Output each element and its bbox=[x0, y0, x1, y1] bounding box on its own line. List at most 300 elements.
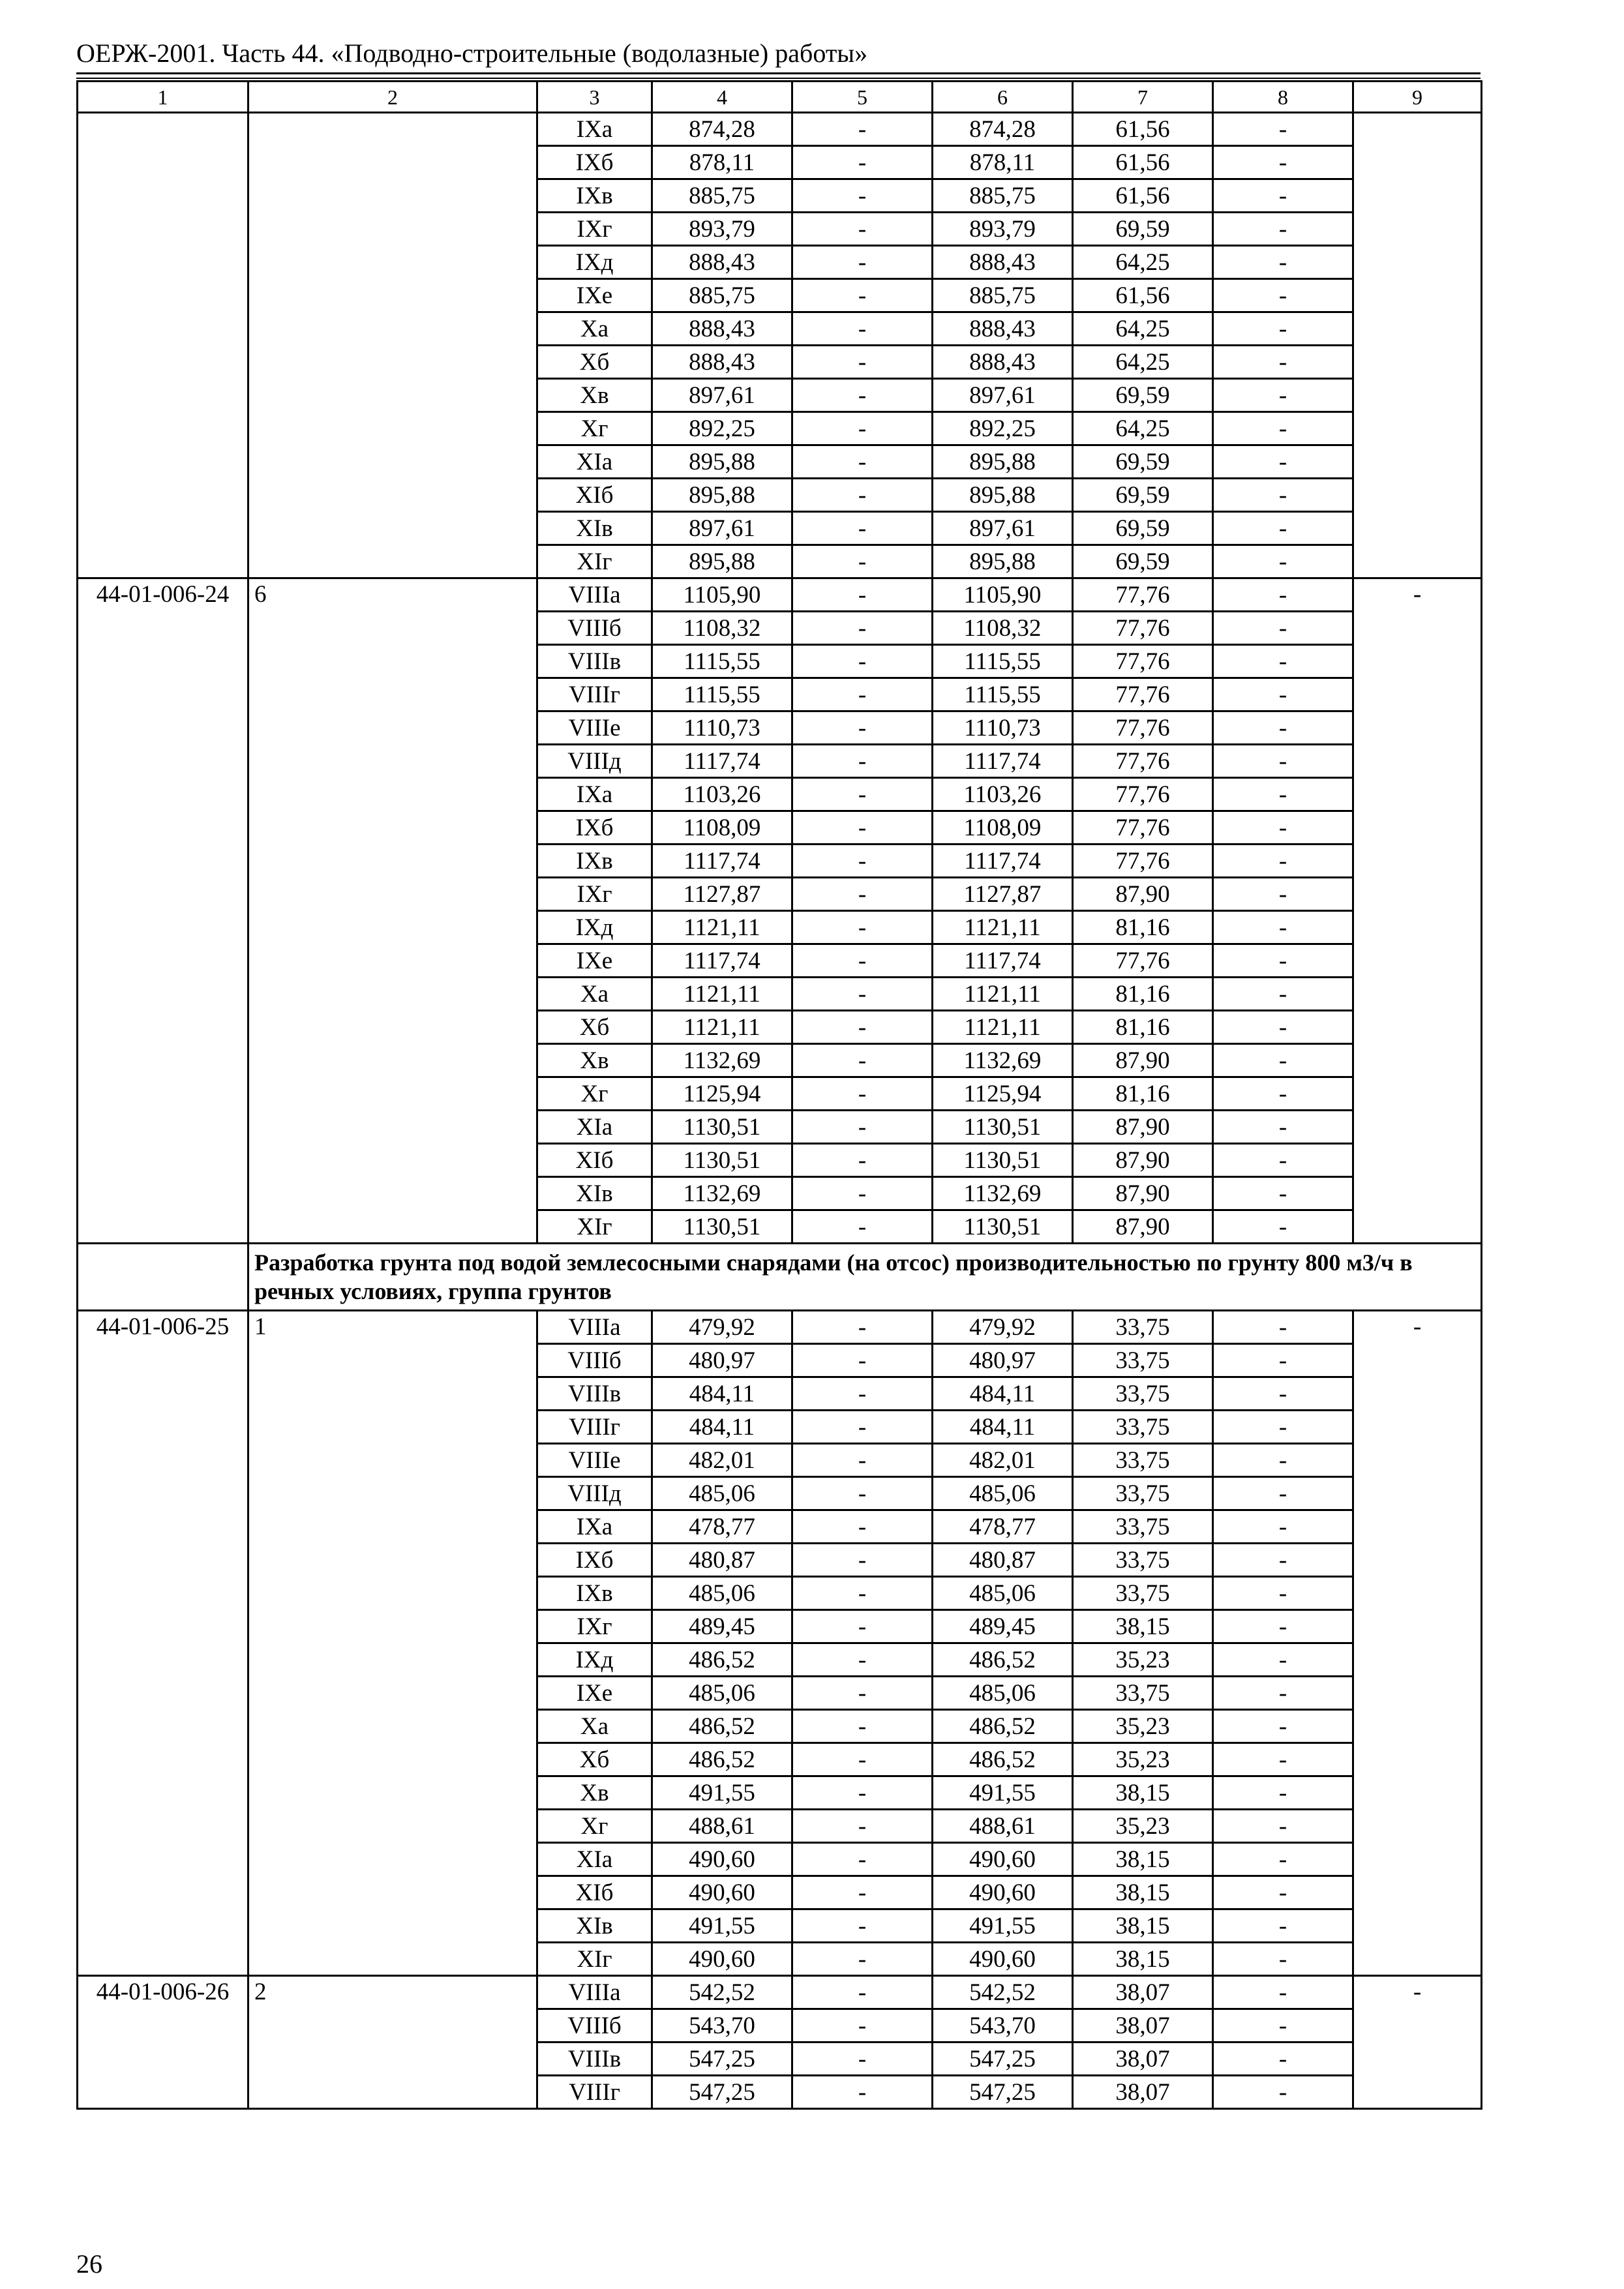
value-cell: - bbox=[792, 1344, 933, 1377]
value-cell: - bbox=[792, 811, 933, 845]
category-cell: Xа bbox=[537, 312, 652, 346]
rates-table bbox=[76, 80, 1482, 2110]
column-number: 4 bbox=[652, 82, 792, 113]
value-cell: 1130,51 bbox=[652, 1210, 792, 1244]
value-cell: 490,60 bbox=[652, 1943, 792, 1976]
value-cell: 895,88 bbox=[652, 445, 792, 479]
value-cell: 1117,74 bbox=[652, 944, 792, 978]
column-number: 7 bbox=[1073, 82, 1213, 113]
value-cell: - bbox=[1213, 1610, 1353, 1643]
column-9-cell: - bbox=[1353, 1976, 1482, 2109]
value-cell: - bbox=[792, 412, 933, 445]
value-cell: - bbox=[1213, 878, 1353, 911]
value-cell: - bbox=[1213, 978, 1353, 1011]
value-cell: - bbox=[792, 944, 933, 978]
value-cell: 77,76 bbox=[1073, 745, 1213, 778]
soil-group: 1 bbox=[248, 1311, 537, 1976]
value-cell: - bbox=[792, 379, 933, 412]
value-cell: 81,16 bbox=[1073, 1077, 1213, 1111]
value-cell: 484,11 bbox=[933, 1377, 1073, 1411]
category-cell: Xб bbox=[537, 1011, 652, 1044]
value-cell: 885,75 bbox=[933, 179, 1073, 213]
rate-code: 44-01-006-26 bbox=[78, 1976, 248, 2109]
column-9-cell: - bbox=[1353, 578, 1482, 1244]
value-cell: 888,43 bbox=[933, 312, 1073, 346]
category-cell: IXв bbox=[537, 1577, 652, 1610]
value-cell: 888,43 bbox=[652, 346, 792, 379]
value-cell: 69,59 bbox=[1073, 479, 1213, 512]
value-cell: - bbox=[792, 978, 933, 1011]
value-cell: - bbox=[792, 1444, 933, 1477]
category-cell: VIIIд bbox=[537, 1477, 652, 1510]
category-cell: Xб bbox=[537, 346, 652, 379]
value-cell: - bbox=[792, 179, 933, 213]
value-cell: - bbox=[1213, 1411, 1353, 1444]
value-cell: - bbox=[1213, 2009, 1353, 2042]
category-cell: VIIIе bbox=[537, 1444, 652, 1477]
category-cell: VIIIе bbox=[537, 711, 652, 745]
value-cell: 885,75 bbox=[933, 279, 1073, 312]
value-cell: - bbox=[792, 778, 933, 811]
category-cell: IXе bbox=[537, 944, 652, 978]
value-cell: 33,75 bbox=[1073, 1411, 1213, 1444]
value-cell: 893,79 bbox=[933, 213, 1073, 246]
value-cell: 489,45 bbox=[933, 1610, 1073, 1643]
value-cell: - bbox=[792, 346, 933, 379]
value-cell: - bbox=[792, 1610, 933, 1643]
value-cell: 888,43 bbox=[652, 246, 792, 279]
value-cell: 1121,11 bbox=[652, 911, 792, 944]
value-cell: 489,45 bbox=[652, 1610, 792, 1643]
value-cell: 491,55 bbox=[652, 1909, 792, 1943]
category-cell: IXе bbox=[537, 279, 652, 312]
value-cell: 1130,51 bbox=[652, 1111, 792, 1144]
value-cell: 33,75 bbox=[1073, 1344, 1213, 1377]
value-cell: 77,76 bbox=[1073, 612, 1213, 645]
value-cell: 33,75 bbox=[1073, 1544, 1213, 1577]
page-number: 26 bbox=[76, 2249, 102, 2279]
value-cell: - bbox=[792, 1743, 933, 1776]
value-cell: - bbox=[1213, 811, 1353, 845]
value-cell: 1115,55 bbox=[933, 678, 1073, 711]
category-cell: Xа bbox=[537, 1710, 652, 1743]
value-cell: 87,90 bbox=[1073, 1111, 1213, 1144]
value-cell: 895,88 bbox=[933, 545, 1073, 578]
category-cell: IXб bbox=[537, 146, 652, 179]
value-cell: 547,25 bbox=[652, 2042, 792, 2076]
value-cell: - bbox=[1213, 1111, 1353, 1144]
value-cell: 38,07 bbox=[1073, 2042, 1213, 2076]
value-cell: - bbox=[792, 1710, 933, 1743]
value-cell: - bbox=[1213, 346, 1353, 379]
value-cell: 482,01 bbox=[933, 1444, 1073, 1477]
value-cell: 77,76 bbox=[1073, 944, 1213, 978]
value-cell: - bbox=[1213, 1677, 1353, 1710]
section-empty-cell bbox=[78, 1244, 248, 1311]
category-cell: IXа bbox=[537, 1510, 652, 1544]
value-cell: - bbox=[792, 911, 933, 944]
category-cell: IXв bbox=[537, 179, 652, 213]
value-cell: - bbox=[792, 678, 933, 711]
category-cell: VIIIб bbox=[537, 2009, 652, 2042]
value-cell: - bbox=[1213, 1077, 1353, 1111]
section-heading: Разработка грунта под водой землесосными снарядами (на отсос) производительностью по грунту 800 м3/ч в речных условиях, группа грунтов bbox=[248, 1244, 1482, 1311]
value-cell: 64,25 bbox=[1073, 412, 1213, 445]
value-cell: - bbox=[792, 146, 933, 179]
value-cell: - bbox=[792, 1776, 933, 1810]
category-cell: IXб bbox=[537, 1544, 652, 1577]
value-cell: 488,61 bbox=[652, 1810, 792, 1843]
value-cell: - bbox=[792, 878, 933, 911]
value-cell: 69,59 bbox=[1073, 512, 1213, 545]
value-cell: - bbox=[792, 1876, 933, 1909]
table-row bbox=[78, 1976, 1482, 2009]
value-cell: 491,55 bbox=[933, 1776, 1073, 1810]
value-cell: 885,75 bbox=[652, 179, 792, 213]
category-cell: Xв bbox=[537, 1044, 652, 1077]
category-cell: IXг bbox=[537, 878, 652, 911]
value-cell: 874,28 bbox=[652, 113, 792, 146]
value-cell: - bbox=[1213, 1344, 1353, 1377]
value-cell: - bbox=[1213, 179, 1353, 213]
category-cell: IXб bbox=[537, 811, 652, 845]
value-cell: 35,23 bbox=[1073, 1810, 1213, 1843]
value-cell: 1105,90 bbox=[652, 578, 792, 612]
value-cell: 38,15 bbox=[1073, 1776, 1213, 1810]
value-cell: 77,76 bbox=[1073, 811, 1213, 845]
value-cell: 490,60 bbox=[933, 1943, 1073, 1976]
value-cell: - bbox=[1213, 911, 1353, 944]
value-cell: - bbox=[1213, 445, 1353, 479]
column-number: 6 bbox=[933, 82, 1073, 113]
value-cell: 1108,09 bbox=[933, 811, 1073, 845]
category-cell: VIIIб bbox=[537, 612, 652, 645]
value-cell: 485,06 bbox=[652, 1477, 792, 1510]
value-cell: 69,59 bbox=[1073, 545, 1213, 578]
category-cell: VIIIг bbox=[537, 1411, 652, 1444]
column-number-row bbox=[78, 82, 1482, 113]
category-cell: XIв bbox=[537, 1909, 652, 1943]
category-cell: Xа bbox=[537, 978, 652, 1011]
value-cell: - bbox=[792, 1311, 933, 1344]
value-cell: - bbox=[1213, 678, 1353, 711]
value-cell: 888,43 bbox=[652, 312, 792, 346]
category-cell: VIIIб bbox=[537, 1344, 652, 1377]
value-cell: - bbox=[1213, 1643, 1353, 1677]
value-cell: 77,76 bbox=[1073, 845, 1213, 878]
value-cell: 1108,09 bbox=[652, 811, 792, 845]
category-cell: XIб bbox=[537, 479, 652, 512]
value-cell: - bbox=[792, 645, 933, 678]
value-cell: 897,61 bbox=[933, 512, 1073, 545]
value-cell: 35,23 bbox=[1073, 1710, 1213, 1743]
value-cell: - bbox=[1213, 1909, 1353, 1943]
value-cell: 1127,87 bbox=[652, 878, 792, 911]
value-cell: - bbox=[1213, 479, 1353, 512]
value-cell: 1130,51 bbox=[933, 1111, 1073, 1144]
value-cell: 482,01 bbox=[652, 1444, 792, 1477]
value-cell: 485,06 bbox=[652, 1677, 792, 1710]
value-cell: - bbox=[792, 545, 933, 578]
value-cell: 895,88 bbox=[652, 545, 792, 578]
value-cell: 35,23 bbox=[1073, 1743, 1213, 1776]
value-cell: 69,59 bbox=[1073, 213, 1213, 246]
value-cell: 478,77 bbox=[652, 1510, 792, 1544]
value-cell: 61,56 bbox=[1073, 279, 1213, 312]
value-cell: - bbox=[792, 512, 933, 545]
value-cell: 490,60 bbox=[652, 1876, 792, 1909]
value-cell: 33,75 bbox=[1073, 1311, 1213, 1344]
value-cell: 878,11 bbox=[933, 146, 1073, 179]
value-cell: 38,07 bbox=[1073, 1976, 1213, 2009]
value-cell: 486,52 bbox=[933, 1743, 1073, 1776]
value-cell: - bbox=[1213, 1377, 1353, 1411]
category-cell: XIг bbox=[537, 1943, 652, 1976]
value-cell: - bbox=[1213, 2042, 1353, 2076]
value-cell: - bbox=[792, 1909, 933, 1943]
value-cell: - bbox=[792, 479, 933, 512]
value-cell: - bbox=[792, 578, 933, 612]
value-cell: 1121,11 bbox=[933, 978, 1073, 1011]
value-cell: - bbox=[792, 213, 933, 246]
category-cell: IXд bbox=[537, 911, 652, 944]
value-cell: 1117,74 bbox=[652, 745, 792, 778]
value-cell: - bbox=[1213, 1710, 1353, 1743]
value-cell: 38,15 bbox=[1073, 1876, 1213, 1909]
value-cell: 69,59 bbox=[1073, 379, 1213, 412]
value-cell: 1132,69 bbox=[933, 1044, 1073, 1077]
value-cell: - bbox=[792, 1144, 933, 1177]
value-cell: 1117,74 bbox=[933, 745, 1073, 778]
value-cell: - bbox=[792, 1544, 933, 1577]
value-cell: - bbox=[792, 1377, 933, 1411]
value-cell: 61,56 bbox=[1073, 179, 1213, 213]
value-cell: 1117,74 bbox=[933, 944, 1073, 978]
value-cell: - bbox=[1213, 1943, 1353, 1976]
value-cell: 1115,55 bbox=[652, 678, 792, 711]
page-header: ОЕРЖ-2001. Часть 44. «Подводно-строительные (водолазные) работы» bbox=[76, 38, 868, 68]
category-cell: XIа bbox=[537, 1843, 652, 1876]
value-cell: - bbox=[1213, 113, 1353, 146]
value-cell: 885,75 bbox=[652, 279, 792, 312]
category-cell: Xв bbox=[537, 379, 652, 412]
value-cell: - bbox=[792, 1810, 933, 1843]
value-cell: 38,15 bbox=[1073, 1943, 1213, 1976]
value-cell: 81,16 bbox=[1073, 978, 1213, 1011]
rate-code: 44-01-006-25 bbox=[78, 1311, 248, 1976]
value-cell: 547,25 bbox=[933, 2042, 1073, 2076]
value-cell: - bbox=[792, 711, 933, 745]
value-cell: 485,06 bbox=[933, 1577, 1073, 1610]
value-cell: 38,15 bbox=[1073, 1909, 1213, 1943]
value-cell: - bbox=[792, 1976, 933, 2009]
value-cell: 542,52 bbox=[933, 1976, 1073, 2009]
value-cell: 1130,51 bbox=[933, 1210, 1073, 1244]
value-cell: 892,25 bbox=[933, 412, 1073, 445]
value-cell: - bbox=[792, 1111, 933, 1144]
value-cell: 878,11 bbox=[652, 146, 792, 179]
value-cell: 1132,69 bbox=[652, 1044, 792, 1077]
value-cell: 87,90 bbox=[1073, 878, 1213, 911]
category-cell: XIг bbox=[537, 545, 652, 578]
value-cell: - bbox=[1213, 711, 1353, 745]
value-cell: 33,75 bbox=[1073, 1477, 1213, 1510]
value-cell: 1132,69 bbox=[933, 1177, 1073, 1210]
category-cell: VIIIв bbox=[537, 2042, 652, 2076]
value-cell: 38,15 bbox=[1073, 1610, 1213, 1643]
value-cell: 1127,87 bbox=[933, 878, 1073, 911]
value-cell: 480,97 bbox=[652, 1344, 792, 1377]
value-cell: 87,90 bbox=[1073, 1210, 1213, 1244]
table-row bbox=[78, 113, 1482, 146]
value-cell: 1121,11 bbox=[933, 1011, 1073, 1044]
value-cell: - bbox=[1213, 745, 1353, 778]
table-row bbox=[78, 1311, 1482, 1344]
category-cell: IXд bbox=[537, 1643, 652, 1677]
value-cell: 895,88 bbox=[933, 445, 1073, 479]
value-cell: - bbox=[792, 745, 933, 778]
value-cell: 895,88 bbox=[652, 479, 792, 512]
value-cell: - bbox=[1213, 1011, 1353, 1044]
category-cell: IXг bbox=[537, 1610, 652, 1643]
value-cell: - bbox=[792, 445, 933, 479]
value-cell: - bbox=[1213, 578, 1353, 612]
value-cell: - bbox=[792, 1411, 933, 1444]
value-cell: 547,25 bbox=[652, 2076, 792, 2109]
category-cell: VIIIг bbox=[537, 678, 652, 711]
category-cell: VIIIв bbox=[537, 1377, 652, 1411]
value-cell: - bbox=[1213, 246, 1353, 279]
category-cell: IXв bbox=[537, 845, 652, 878]
value-cell: 893,79 bbox=[652, 213, 792, 246]
column-9-cell: - bbox=[1353, 1311, 1482, 1976]
value-cell: 478,77 bbox=[933, 1510, 1073, 1544]
value-cell: 1108,32 bbox=[933, 612, 1073, 645]
rate-code bbox=[78, 113, 248, 578]
value-cell: 542,52 bbox=[652, 1976, 792, 2009]
value-cell: 1110,73 bbox=[652, 711, 792, 745]
value-cell: - bbox=[792, 1577, 933, 1610]
value-cell: 33,75 bbox=[1073, 1377, 1213, 1411]
value-cell: - bbox=[1213, 1876, 1353, 1909]
value-cell: - bbox=[1213, 279, 1353, 312]
value-cell: 484,11 bbox=[933, 1411, 1073, 1444]
category-cell: VIIIа bbox=[537, 1311, 652, 1344]
category-cell: XIв bbox=[537, 1177, 652, 1210]
value-cell: 486,52 bbox=[933, 1643, 1073, 1677]
value-cell: - bbox=[1213, 213, 1353, 246]
value-cell: 1125,94 bbox=[933, 1077, 1073, 1111]
value-cell: 1130,51 bbox=[652, 1144, 792, 1177]
soil-group: 2 bbox=[248, 1976, 537, 2109]
value-cell: 38,07 bbox=[1073, 2076, 1213, 2109]
section-heading-row bbox=[78, 1244, 1482, 1311]
value-cell: 87,90 bbox=[1073, 1144, 1213, 1177]
value-cell: - bbox=[792, 2076, 933, 2109]
value-cell: - bbox=[1213, 1144, 1353, 1177]
column-number: 5 bbox=[792, 82, 933, 113]
value-cell: 69,59 bbox=[1073, 445, 1213, 479]
value-cell: 64,25 bbox=[1073, 312, 1213, 346]
value-cell: - bbox=[1213, 612, 1353, 645]
value-cell: 1108,32 bbox=[652, 612, 792, 645]
value-cell: - bbox=[1213, 1843, 1353, 1876]
value-cell: - bbox=[1213, 845, 1353, 878]
value-cell: 479,92 bbox=[652, 1311, 792, 1344]
value-cell: - bbox=[792, 1011, 933, 1044]
value-cell: 35,23 bbox=[1073, 1643, 1213, 1677]
value-cell: 892,25 bbox=[652, 412, 792, 445]
value-cell: - bbox=[1213, 1311, 1353, 1344]
value-cell: 490,60 bbox=[652, 1843, 792, 1876]
value-cell: 479,92 bbox=[933, 1311, 1073, 1344]
value-cell: - bbox=[792, 1677, 933, 1710]
value-cell: - bbox=[1213, 1810, 1353, 1843]
value-cell: 888,43 bbox=[933, 346, 1073, 379]
value-cell: 33,75 bbox=[1073, 1510, 1213, 1544]
value-cell: 77,76 bbox=[1073, 778, 1213, 811]
category-cell: XIб bbox=[537, 1144, 652, 1177]
value-cell: 1115,55 bbox=[652, 645, 792, 678]
value-cell: 486,52 bbox=[652, 1710, 792, 1743]
category-cell: IXг bbox=[537, 213, 652, 246]
value-cell: - bbox=[792, 279, 933, 312]
value-cell: - bbox=[1213, 1044, 1353, 1077]
value-cell: 874,28 bbox=[933, 113, 1073, 146]
value-cell: 486,52 bbox=[652, 1643, 792, 1677]
category-cell: VIIIв bbox=[537, 645, 652, 678]
category-cell: IXе bbox=[537, 1677, 652, 1710]
value-cell: - bbox=[792, 1044, 933, 1077]
value-cell: 61,56 bbox=[1073, 113, 1213, 146]
value-cell: 77,76 bbox=[1073, 578, 1213, 612]
value-cell: - bbox=[792, 2009, 933, 2042]
value-cell: - bbox=[792, 1177, 933, 1210]
value-cell: 543,70 bbox=[933, 2009, 1073, 2042]
value-cell: 1121,11 bbox=[933, 911, 1073, 944]
value-cell: - bbox=[1213, 146, 1353, 179]
category-cell: VIIIа bbox=[537, 1976, 652, 2009]
value-cell: 1115,55 bbox=[933, 645, 1073, 678]
column-number: 2 bbox=[248, 82, 537, 113]
value-cell: 38,07 bbox=[1073, 2009, 1213, 2042]
category-cell: Xв bbox=[537, 1776, 652, 1810]
category-cell: VIIIд bbox=[537, 745, 652, 778]
value-cell: - bbox=[1213, 1544, 1353, 1577]
column-9-cell bbox=[1353, 113, 1482, 578]
value-cell: 77,76 bbox=[1073, 645, 1213, 678]
value-cell: 486,52 bbox=[933, 1710, 1073, 1743]
value-cell: 33,75 bbox=[1073, 1677, 1213, 1710]
value-cell: 490,60 bbox=[933, 1876, 1073, 1909]
value-cell: 543,70 bbox=[652, 2009, 792, 2042]
value-cell: 33,75 bbox=[1073, 1577, 1213, 1610]
value-cell: - bbox=[792, 845, 933, 878]
value-cell: 897,61 bbox=[652, 379, 792, 412]
value-cell: 87,90 bbox=[1073, 1177, 1213, 1210]
value-cell: - bbox=[792, 312, 933, 346]
value-cell: 484,11 bbox=[652, 1411, 792, 1444]
category-cell: XIб bbox=[537, 1876, 652, 1909]
category-cell: Xг bbox=[537, 1810, 652, 1843]
value-cell: - bbox=[792, 246, 933, 279]
value-cell: 485,06 bbox=[652, 1577, 792, 1610]
value-cell: 87,90 bbox=[1073, 1044, 1213, 1077]
value-cell: 547,25 bbox=[933, 2076, 1073, 2109]
value-cell: 1103,26 bbox=[933, 778, 1073, 811]
category-cell: XIг bbox=[537, 1210, 652, 1244]
value-cell: - bbox=[792, 2042, 933, 2076]
